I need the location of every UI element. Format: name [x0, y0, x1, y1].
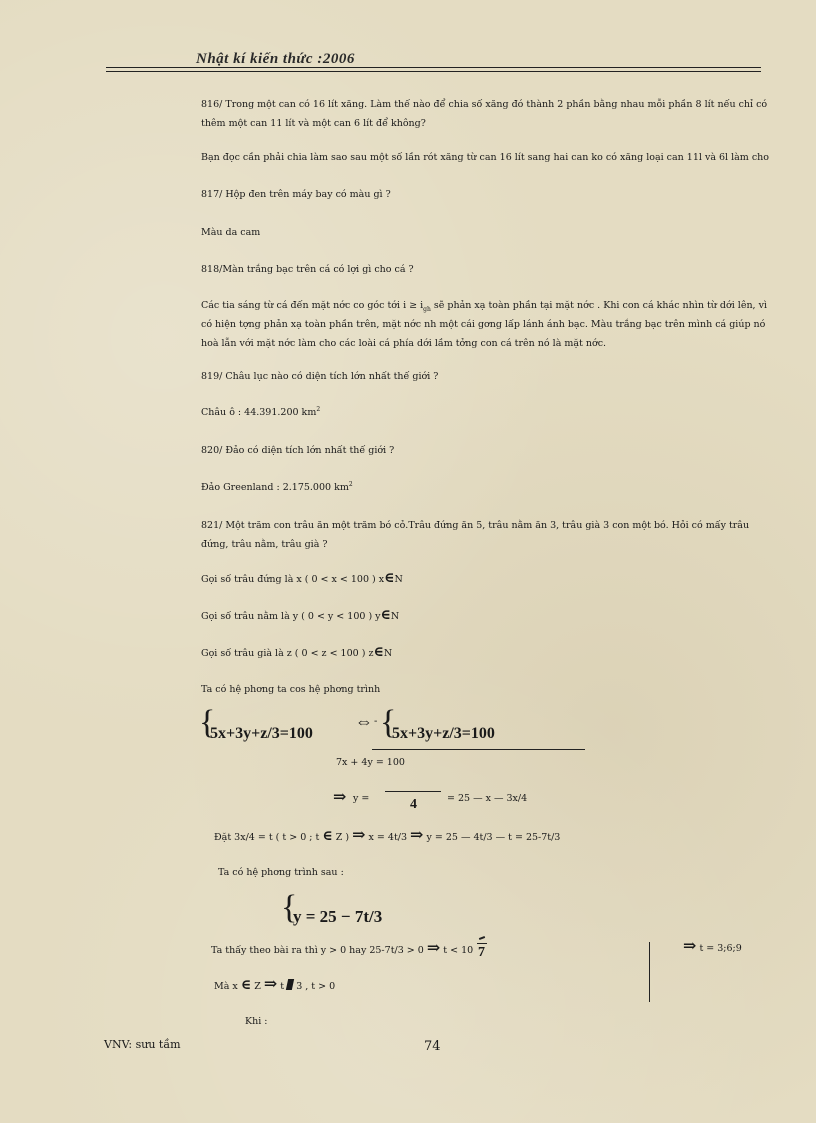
fraction-denominator: 4 [410, 797, 417, 812]
khi-line: Khi : [245, 1016, 268, 1027]
header-title: Nhật kí kiến thức :2006 [196, 51, 355, 67]
ma-z: Z [254, 981, 261, 992]
q821-line-y [201, 607, 399, 625]
y-equals: y = [353, 793, 370, 804]
q818-answer-part1: Các tia sáng từ cá đến mặt nớc co góc tới i ≥ i [201, 300, 424, 311]
equation-4: y = 25 − 7t/3 [293, 907, 383, 926]
equation-1: 5x+3y+z/3=100 [210, 725, 313, 742]
t-less-than: t < 10 [443, 945, 474, 956]
system2-intro: Ta có hệ phơng trình sau : [218, 867, 344, 878]
element-of-symbol: ∈ [373, 644, 384, 660]
dat-z: Z ) [335, 832, 350, 843]
q820-answer-text: Đảo Greenland : 2.175.000 km [201, 482, 349, 493]
ta-thay-line [211, 940, 473, 959]
clipped-fraction-numerator-2 [477, 934, 487, 942]
q818-answer-part2: sẽ phản xạ toàn phần tại mặt nớc . Khi con cá khác nhìn từ dới lên, vì có hiện tợng phản xạ toàn phần trên, mặt nớc nh một cái gơng lấp lánh ánh bạc. Màu trắng bạc trên mình cá giúp nó hoà lẫn với mặt nớc làm cho các loài cá phía dới lầm tởng con cá trên nó là mặt nớc. [201, 300, 768, 349]
q818-question: 818/Màn trắng bạc trên cá có lợi gì cho cá ? [201, 264, 414, 275]
footer-source: VNV: sưu tầm [104, 1038, 181, 1051]
clipped-fraction-numerator [387, 786, 423, 790]
q816-answer: Bạn đọc cần phải chia làm sao sau một số lần rót xăng từ can 16 lít sang hai can ko có xăng loại can 11l và 6l làm cho [201, 152, 769, 163]
y-equals-rhs: = 25 — x — 3x/4 [447, 793, 528, 804]
header-rule-thin [106, 71, 761, 72]
left-brace-3: { [281, 889, 298, 926]
q820-answer-sup: 2 [348, 480, 353, 488]
q821-line-x [201, 570, 403, 588]
element-of-symbol: ∈ [240, 977, 252, 993]
fraction-denominator-2: 7 [478, 945, 485, 960]
system-intro: Ta có hệ phơng ta cos hệ phơng trình [201, 684, 381, 695]
clipped-equation-top [210, 707, 320, 715]
implies-arrow: ⇒ [683, 936, 697, 955]
clipped-equation-top-2 [392, 707, 562, 715]
fraction-bar [385, 791, 441, 792]
left-brace-2: { [380, 704, 397, 741]
dat-y: y = 25 — 4t/3 — t = 25-7t/3 [426, 832, 561, 843]
q818-answer [201, 296, 773, 353]
header-rule-thick [106, 67, 761, 68]
subtraction-line [372, 749, 585, 750]
t-values-line [683, 938, 742, 957]
t-values: t = 3;6;9 [699, 943, 742, 954]
element-of-symbol: ∈ [322, 828, 333, 844]
page-number: 74 [424, 1039, 441, 1054]
q819-answer-sup: 2 [316, 405, 321, 413]
set-n: N [394, 574, 403, 585]
line-z-text: Gọi số trâu già là z ( 0 < z < 100 ) z [201, 648, 374, 659]
q820-question: 820/ Đảo có diện tích lớn nhất thế giới ? [201, 445, 395, 456]
equation-3: 7x + 4y = 100 [336, 757, 405, 768]
dash: - [374, 716, 378, 727]
divides-symbol [286, 979, 294, 990]
q819-question: 819/ Châu lục nào có diện tích lớn nhất thế giới ? [201, 371, 439, 382]
substitution-line [214, 827, 560, 846]
line-x-text: Gọi số trâu đứng là x ( 0 < x < 100 ) x [201, 574, 385, 585]
left-brace: { [199, 704, 216, 741]
q817-answer: Màu da cam [201, 227, 261, 238]
fraction-bar-2 [477, 943, 487, 944]
equivalence-symbol: ⇔ [355, 711, 373, 731]
q819-answer-text: Châu ô : 44.391.200 km [201, 407, 317, 418]
ta-thay-text: Ta thấy theo bài ra thì y > 0 hay 25-7t/3 > 0 [211, 945, 424, 956]
implies-arrow: ⇒ [263, 974, 278, 993]
q819-answer [201, 405, 320, 421]
q818-answer-sub: gh [423, 305, 431, 313]
q821-line-z [201, 644, 392, 662]
implies-arrow: ⇒ [410, 825, 424, 844]
dat-prefix: Đặt 3x/4 = t ( t > 0 ; t [214, 832, 320, 843]
q817-question: 817/ Hộp đen trên máy bay có màu gì ? [201, 189, 391, 200]
line-y-text: Gọi số trâu nằm là y ( 0 < y < 100 ) y [201, 611, 381, 622]
ma-t: t [280, 981, 285, 992]
element-of-symbol: ∈ [380, 607, 391, 623]
ma-x-text: Mà x [214, 981, 238, 992]
clipped-equation-top-3 [293, 893, 373, 898]
equation-2: 5x+3y+z/3=100 [392, 725, 495, 742]
implies-arrow: ⇒ [352, 825, 366, 844]
set-n: N [383, 648, 393, 659]
vertical-rule [649, 942, 650, 1002]
element-of-symbol: ∈ [384, 570, 395, 586]
q820-answer [201, 480, 353, 496]
q816-question: 816/ Trong một can có 16 lít xăng. Làm thế nào để chia số xăng đó thành 2 phần bằng nhau mỗi phần 8 lít nếu chỉ có thêm một can 11 lít và một can 6 lít để không? [201, 99, 768, 129]
implies-arrow: ⇒ [333, 787, 347, 806]
ma-rest: 3 , t > 0 [296, 981, 336, 992]
set-n: N [390, 611, 400, 622]
ma-x-line [214, 976, 335, 995]
dat-x: x = 4t/3 [368, 832, 408, 843]
implies-arrow: ⇒ [426, 938, 441, 957]
q821-question: 821/ Một trăm con trâu ăn một trăm bó cỏ.Trâu đứng ăn 5, trâu nằm ăn 3, trâu già 3 con một bó. Hỏi có mấy trâu đứng, trâu nằm, trâu già ? [201, 520, 750, 550]
